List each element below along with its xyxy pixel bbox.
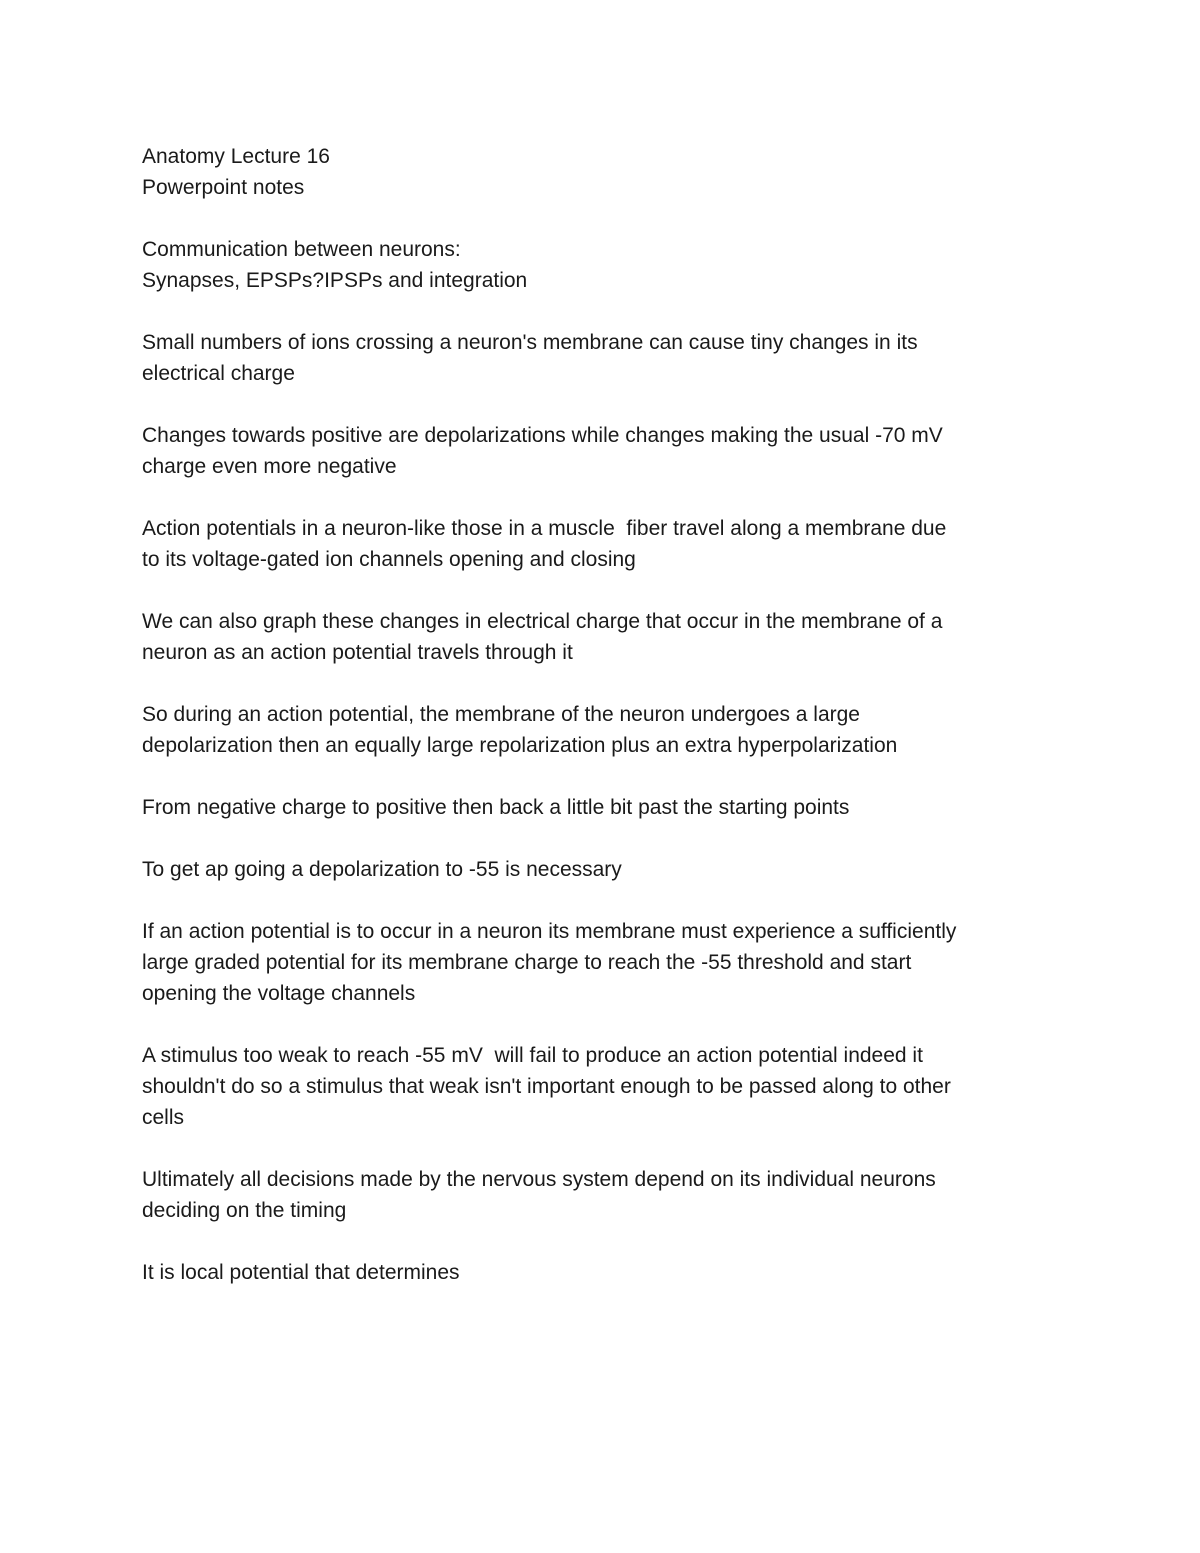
paragraph-line: So during an action potential, the membrane of the neuron undergoes a large bbox=[142, 703, 860, 726]
paragraph-line: shouldn't do so a stimulus that weak isn't important enough to be passed along to other bbox=[142, 1075, 951, 1098]
paragraph bbox=[142, 327, 1072, 389]
paragraph bbox=[142, 1040, 1072, 1133]
section-heading bbox=[142, 234, 1072, 296]
paragraph-line: large graded potential for its membrane charge to reach the -55 threshold and start bbox=[142, 951, 912, 974]
paragraph-line: Small numbers of ions crossing a neuron's membrane can cause tiny changes in its bbox=[142, 331, 918, 354]
paragraph bbox=[142, 916, 1072, 1009]
document-subtitle: Powerpoint notes bbox=[142, 176, 305, 199]
paragraph-line: A stimulus too weak to reach -55 mV will fail to produce an action potential indeed it bbox=[142, 1044, 923, 1067]
paragraph-line: opening the voltage channels bbox=[142, 982, 416, 1005]
paragraph-line: It is local potential that determines bbox=[142, 1261, 460, 1284]
paragraph-line: electrical charge bbox=[142, 362, 295, 385]
paragraph bbox=[142, 1257, 1072, 1288]
paragraph-line: If an action potential is to occur in a neuron its membrane must experience a sufficiently bbox=[142, 920, 957, 943]
paragraph-line: Ultimately all decisions made by the nervous system depend on its individual neurons bbox=[142, 1168, 936, 1191]
paragraph-line: neuron as an action potential travels through it bbox=[142, 641, 573, 664]
paragraph-line: Changes towards positive are depolarizations while changes making the usual -70 mV bbox=[142, 424, 943, 447]
paragraph-line: From negative charge to positive then back a little bit past the starting points bbox=[142, 796, 850, 819]
paragraph-line: cells bbox=[142, 1106, 185, 1129]
paragraph-line: charge even more negative bbox=[142, 455, 397, 478]
paragraph-line: to its voltage-gated ion channels opening and closing bbox=[142, 548, 636, 571]
paragraph bbox=[142, 854, 1072, 885]
paragraph bbox=[142, 699, 1072, 761]
paragraph-line: Action potentials in a neuron-like those in a muscle fiber travel along a membrane due bbox=[142, 517, 947, 540]
paragraph bbox=[142, 606, 1072, 668]
paragraph-line: depolarization then an equally large repolarization plus an extra hyperpolarization bbox=[142, 734, 898, 757]
paragraph-line: deciding on the timing bbox=[142, 1199, 347, 1222]
section-heading-line: Synapses, EPSPs?IPSPs and integration bbox=[142, 269, 528, 292]
paragraph-line: To get ap going a depolarization to -55 is necessary bbox=[142, 858, 622, 881]
paragraph bbox=[142, 513, 1072, 575]
document-title: Anatomy Lecture 16 bbox=[142, 145, 330, 168]
document-header bbox=[142, 141, 1072, 203]
section-heading-line: Communication between neurons: bbox=[142, 238, 461, 261]
paragraph bbox=[142, 420, 1072, 482]
document-body bbox=[142, 141, 1072, 1319]
paragraph bbox=[142, 1164, 1072, 1226]
paragraph-line: We can also graph these changes in electrical charge that occur in the membrane of a bbox=[142, 610, 943, 633]
paragraph bbox=[142, 792, 1072, 823]
